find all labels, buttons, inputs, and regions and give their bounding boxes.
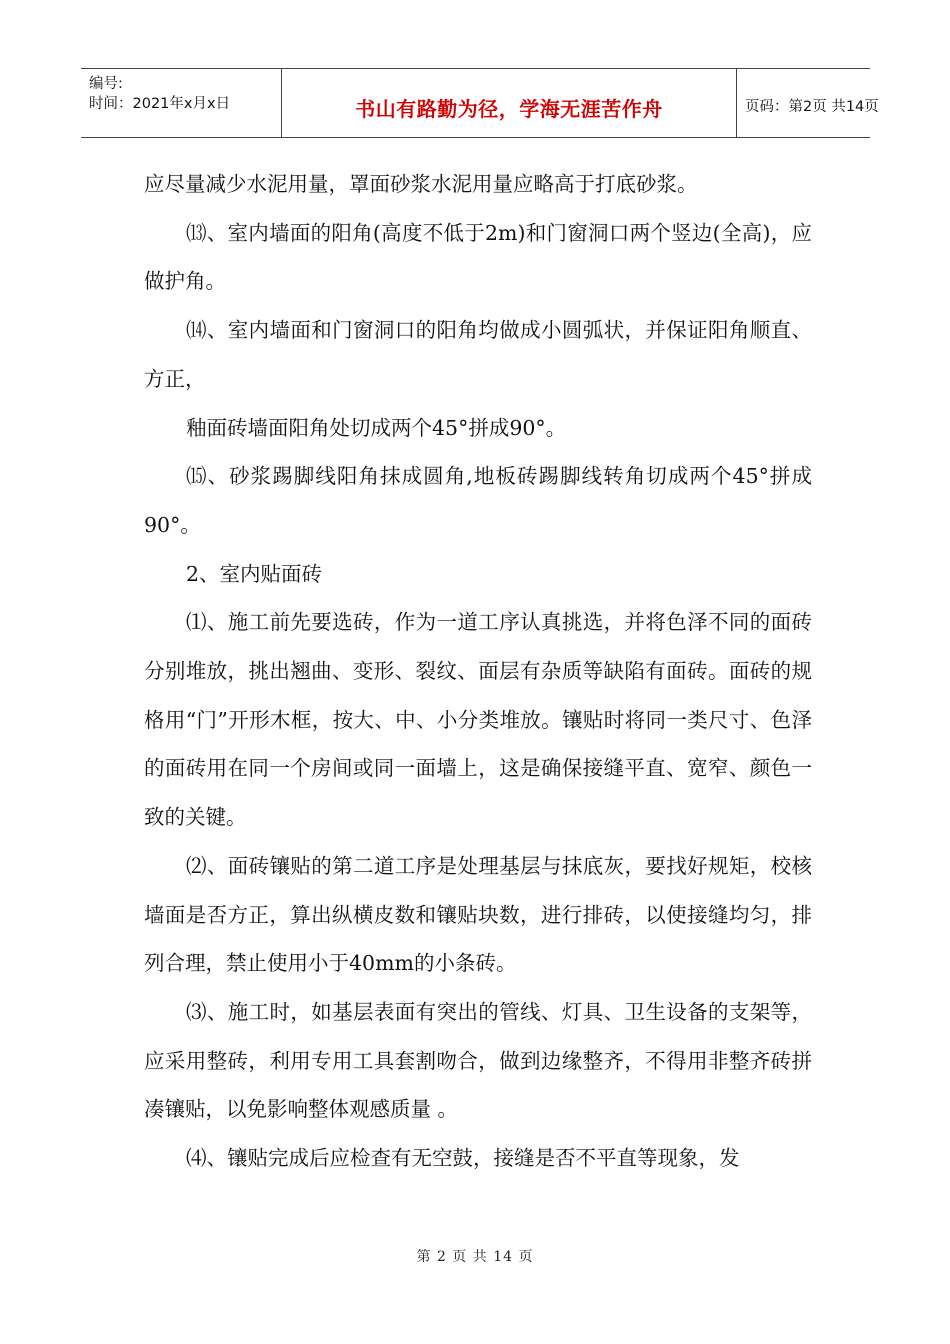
paragraph: 应尽量减少水泥用量，罩面砂浆水泥用量应略高于打底砂浆。 bbox=[144, 172, 698, 196]
paragraph: ⑴、施工前先要选砖，作为一道工序认真挑选，并将色泽不同的面砖分别堆放，挑出翘曲、变形、裂纹、面层有杂质等缺陷有面砖。面砖的规格用“门”开形木框，按大、中、小分类堆放。镶贴时将同一类尺寸、色泽的面砖用在同一个房间或同一面墙上，这是确保接缝平直、宽窄、颜色一致的关键。 bbox=[144, 610, 812, 830]
paragraph: 釉面砖墙面阳角处切成两个45°拼成90°。 bbox=[186, 415, 567, 440]
section-heading: 2、室内贴面砖 bbox=[186, 561, 323, 586]
paragraph: ⑶、施工时，如基层表面有突出的管线、灯具、卫生设备的支架等，应采用整砖，利用专用工具套割吻合，做到边缘整齐，不得用非整齐砖拼凑镶贴，以免影响整体观感质量 。 bbox=[144, 999, 812, 1122]
paragraph: ⒀、室内墙面的阳角(高度不低于2m)和门窗洞口两个竖边(全高)，应做护角。 bbox=[144, 220, 812, 294]
paragraph: ⒂、砂浆踢脚线阳角抹成圆角,地板砖踢脚线转角切成两个45°拼成90°。 bbox=[144, 464, 812, 537]
date-label: 时间：2021年x月x日 bbox=[89, 96, 231, 112]
paragraph: ⑷、镶贴完成后应检查有无空鼓，接缝是否不平直等现象，发 bbox=[186, 1146, 740, 1171]
document-body bbox=[144, 160, 812, 1183]
header-page-cell bbox=[737, 69, 879, 137]
serial-number-label: 编号: bbox=[89, 76, 123, 92]
paragraph: ⒁、室内墙面和门窗洞口的阳角均做成小圆弧状，并保证阳角顺直、方正， bbox=[144, 318, 812, 391]
paragraph: ⑵、面砖镶贴的第二道工序是处理基层与抹底灰，要找好规矩，校核墙面是否方正，算出纵横皮数和镶贴块数，进行排砖，以使接缝均匀，排列合理，禁止使用小于40mm的小条砖。 bbox=[144, 853, 812, 976]
page-footer: 第 2 页 共 14 页 bbox=[416, 1249, 534, 1265]
header-page-number: 页码：第2页 共14页 bbox=[745, 99, 879, 115]
page-header bbox=[81, 68, 879, 138]
motto-text: 书山有路勤为径，学海无涯苦作舟 bbox=[355, 97, 663, 121]
header-meta-cell bbox=[81, 69, 282, 137]
header-motto-cell bbox=[282, 69, 737, 137]
